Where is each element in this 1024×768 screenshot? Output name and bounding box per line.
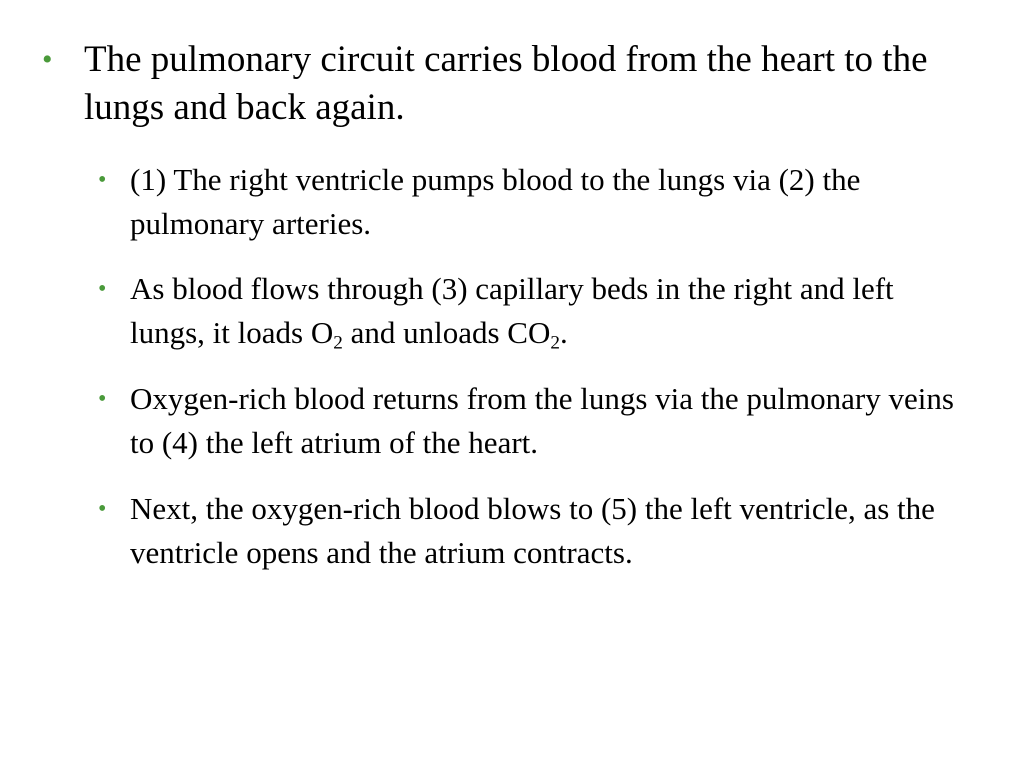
sub-bullet-right-ventricle — [96, 158, 960, 246]
bullet-dot-icon: • — [98, 276, 107, 302]
sub-bullet-oxygen-return — [96, 377, 960, 465]
sub-bullet-capillary-beds — [96, 267, 960, 355]
sub-bullet-text: (1) The right ventricle pumps blood to the lungs via (2) the pulmonary arteries. — [130, 162, 861, 241]
sub-bullet-text: Next, the oxygen-rich blood blows to (5) the left ventricle, as the ventricle opens and the atrium contracts. — [130, 491, 935, 570]
sub-bullet-left-ventricle — [96, 487, 960, 575]
subscript: 2 — [333, 332, 343, 354]
text-part: As blood flows through (3) capillary beds in the right and left lungs, it loads O — [130, 271, 894, 350]
subscript: 2 — [550, 332, 560, 354]
bullet-dot-icon: • — [98, 386, 107, 412]
bullet-dot-icon: • — [98, 167, 107, 193]
text-part: . — [559, 315, 568, 350]
bullet-dot-icon: • — [98, 496, 107, 522]
main-bullet — [42, 36, 972, 132]
sub-bullet-text: Oxygen-rich blood returns from the lungs via the pulmonary veins to (4) the left atrium of the heart. — [130, 381, 954, 460]
text-part: and unloads CO — [342, 315, 551, 350]
bullet-dot-icon: • — [42, 43, 53, 76]
sub-bullet-text — [130, 267, 960, 355]
main-bullet-text: The pulmonary circuit carries blood from the heart to the lungs and back again. — [84, 39, 928, 128]
